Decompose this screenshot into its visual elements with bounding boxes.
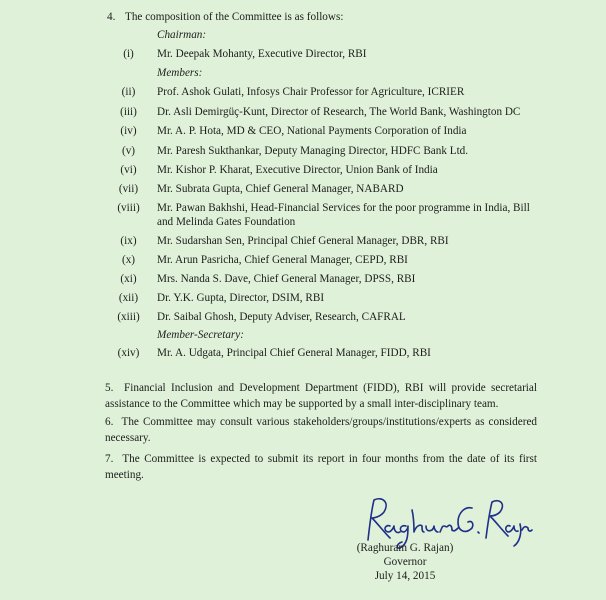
item-text: Mr. Paresh Sukthankar, Deputy Managing Director, HDFC Bank Ltd.	[157, 145, 469, 157]
item-text: Mr. Arun Pasricha, Chief General Manager, CEPD, RBI	[157, 254, 408, 266]
paragraph-6: 6. The Committee may consult various stakeholders/groups/institutions/experts as considered necessary.	[105, 416, 537, 444]
item-number: (vii)	[118, 183, 139, 195]
section-4-heading	[107, 11, 343, 23]
item-number: (ix)	[120, 235, 137, 247]
item-text: Mr. Deepak Mohanty, Executive Director, RBI	[157, 48, 367, 60]
paragraph-7: 7. The Committee is expected to submit its report in four months from the date of its first meeting.	[105, 453, 537, 481]
item-number: (xiv)	[117, 347, 140, 359]
signatory-title: Governor	[383, 556, 427, 568]
item-text: Mr. Pawan Bakhshi, Head-Financial Services for the poor programme in India, Bill and Melinda Gates Foundation	[157, 202, 530, 228]
item-number: (iv)	[120, 125, 137, 137]
item-text: Mr. Sudarshan Sen, Principal Chief General Manager, DBR, RBI	[157, 235, 449, 247]
members-label: Members:	[157, 67, 203, 79]
section-heading-text: The composition of the Committee is as follows:	[125, 11, 344, 23]
item-text: Dr. Asli Demirgüç-Kunt, Director of Research, The World Bank, Washington DC	[157, 106, 521, 118]
item-text: Mr. Subrata Gupta, Chief General Manager, NABARD	[157, 183, 404, 195]
item-text: Mr. A. Udgata, Principal Chief General Manager, FIDD, RBI	[157, 347, 431, 359]
item-text: Prof. Ashok Gulati, Infosys Chair Professor for Agriculture, ICRIER	[157, 86, 465, 98]
item-text: Mr. Kishor P. Kharat, Executive Director, Union Bank of India	[157, 164, 438, 176]
item-number: (viii)	[117, 202, 140, 214]
item-text: Mrs. Nanda S. Dave, Chief General Manager, DPSS, RBI	[157, 273, 416, 285]
item-number: (i)	[123, 48, 134, 60]
item-text: Dr. Saibal Ghosh, Deputy Adviser, Research, CAFRAL	[157, 311, 406, 323]
signatory-name: (Raghuram G. Rajan)	[356, 542, 454, 554]
member-secretary-label: Member-Secretary:	[157, 329, 244, 341]
item-text: Dr. Y.K. Gupta, Director, DSIM, RBI	[157, 292, 325, 304]
item-number: (vi)	[120, 164, 137, 176]
item-number: (iii)	[120, 106, 137, 118]
item-number: (v)	[121, 145, 136, 157]
item-number: (xi)	[120, 273, 137, 285]
item-number: (x)	[121, 254, 136, 266]
paragraph-5: 5. Financial Inclusion and Development Department (FIDD), RBI will provide secretarial assistance to the Committee which may be supported by a small inter-disciplinary team.	[105, 382, 537, 410]
item-number: (xiii)	[117, 311, 140, 323]
item-number: (xii)	[118, 292, 139, 304]
signature-date: July 14, 2015	[374, 570, 436, 582]
item-number: (ii)	[121, 86, 136, 98]
section-number: 4.	[107, 11, 116, 23]
chairman-label: Chairman:	[157, 29, 207, 41]
item-text: Mr. A. P. Hota, MD & CEO, National Payments Corporation of India	[157, 125, 467, 137]
